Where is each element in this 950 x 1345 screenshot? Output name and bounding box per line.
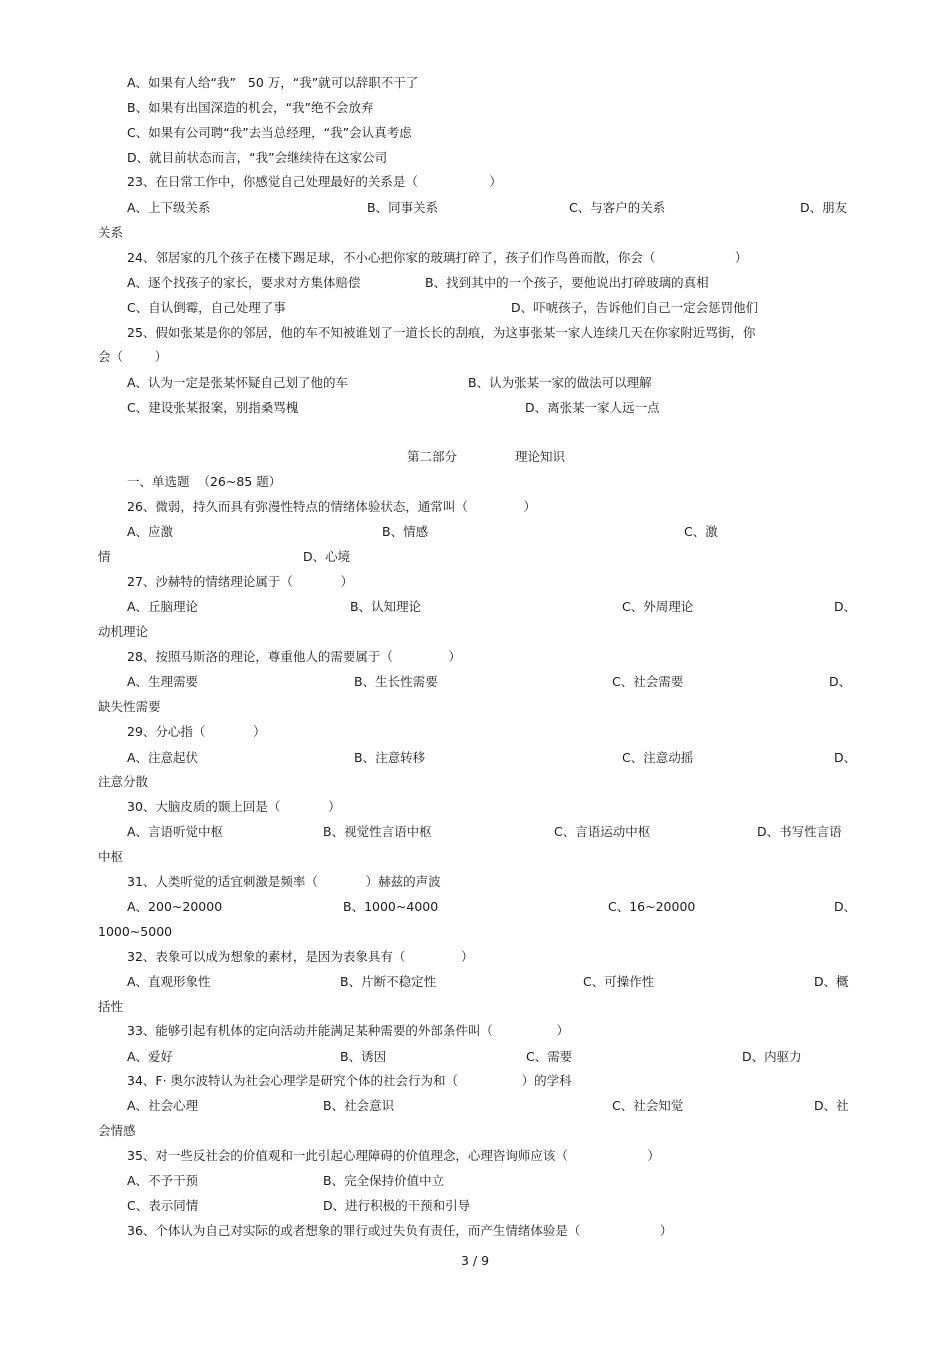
text-segment: 第二部分 <box>407 449 458 464</box>
text-segment: B、情感 <box>382 524 429 539</box>
text-line <box>0 200 950 216</box>
text-line <box>0 774 950 790</box>
text-segment: D、进行积极的干预和引导 <box>323 1198 471 1213</box>
text-segment: D、 <box>834 899 857 914</box>
text-segment: B、同事关系 <box>367 200 439 215</box>
text-line <box>0 400 950 416</box>
text-line <box>0 1148 950 1164</box>
text-line <box>0 649 950 665</box>
text-line <box>0 1123 950 1139</box>
text-segment: 关系 <box>98 225 124 240</box>
text-segment: C、可操作性 <box>583 974 655 989</box>
text-segment: 中枢 <box>98 849 124 864</box>
text-line <box>0 1023 950 1039</box>
text-line <box>0 824 950 840</box>
text-segment: B、社会意识 <box>323 1098 395 1113</box>
text-segment: 36、个体认为自己对实际的或者想象的罪行或过失负有责任，而产生情绪体验是（ ） <box>127 1223 673 1238</box>
text-segment: C、16~20000 <box>608 899 696 914</box>
text-segment: D、社 <box>814 1098 849 1113</box>
text-line <box>0 375 950 391</box>
text-line <box>0 1073 950 1089</box>
text-segment: C、激 <box>684 524 718 539</box>
text-line <box>0 574 950 590</box>
text-segment: 29、分心指（ ） <box>127 724 266 739</box>
page-number: 3 / 9 <box>460 1253 490 1268</box>
text-segment: C、言语运动中枢 <box>554 824 651 839</box>
text-segment: 28、按照马斯洛的理论，尊重他人的需要属于（ ） <box>127 649 462 664</box>
text-segment: A、应激 <box>127 524 174 539</box>
text-segment: 26、微弱，持久而具有弥漫性特点的情绪体验状态，通常叫（ ） <box>127 499 537 514</box>
text-segment: B、如果有出国深造的机会，“我”绝不会放弃 <box>127 100 374 115</box>
text-segment: 一、单选题 （26~85 题） <box>127 474 282 489</box>
text-segment: A、上下级关系 <box>127 200 211 215</box>
text-line <box>0 100 950 116</box>
text-segment: C、自认倒霉，自己处理了事 <box>127 300 286 315</box>
text-segment: B、认为张某一家的做法可以理解 <box>468 375 652 390</box>
text-line <box>0 599 950 615</box>
text-segment: B、完全保持价值中立 <box>323 1173 445 1188</box>
text-segment: C、建设张某报案，别指桑骂槐 <box>127 400 299 415</box>
text-line <box>0 275 950 291</box>
text-line <box>0 1049 950 1065</box>
text-segment: C、表示同情 <box>127 1198 199 1213</box>
text-line <box>0 999 950 1015</box>
text-line <box>0 474 950 490</box>
text-segment: A、注意起伏 <box>127 750 199 765</box>
text-segment: B、视觉性言语中枢 <box>323 824 432 839</box>
text-line <box>0 899 950 915</box>
text-line <box>0 624 950 640</box>
text-segment: D、朋友 <box>800 200 848 215</box>
text-segment: 情 <box>98 549 111 564</box>
text-line <box>0 125 950 141</box>
text-line <box>0 1098 950 1114</box>
text-segment: 30、大脑皮质的颞上回是（ ） <box>127 799 341 814</box>
text-line <box>0 949 950 965</box>
text-segment: D、概 <box>814 974 849 989</box>
text-segment: 33、能够引起有机体的定向活动并能满足某种需要的外部条件叫（ ） <box>127 1023 569 1038</box>
text-line <box>0 150 950 166</box>
text-line <box>0 724 950 740</box>
text-segment: 1000~5000 <box>98 924 173 939</box>
text-segment: 27、沙赫特的情绪理论属于（ ） <box>127 574 354 589</box>
text-segment: A、直观形象性 <box>127 974 211 989</box>
text-line <box>0 549 950 565</box>
text-segment: C、外周理论 <box>622 599 694 614</box>
text-line <box>0 849 950 865</box>
text-segment: A、不予干预 <box>127 1173 199 1188</box>
text-segment: C、社会知觉 <box>612 1098 684 1113</box>
text-line <box>0 499 950 515</box>
text-segment: 23、在日常工作中，你感觉自己处理最好的关系是（ ） <box>127 174 502 189</box>
text-segment: A、如果有人给“我” 50 万，“我”就可以辞职不干了 <box>127 75 419 90</box>
text-segment: 动机理论 <box>98 624 149 639</box>
text-segment: A、丘脑理论 <box>127 599 199 614</box>
text-segment: 34、F· 奥尔波特认为社会心理学是研究个体的社会行为和（ ）的学科 <box>127 1073 572 1088</box>
text-segment: B、片断不稳定性 <box>340 974 437 989</box>
text-line <box>0 1198 950 1214</box>
text-line <box>0 974 950 990</box>
text-segment: 理论知识 <box>515 449 566 464</box>
text-segment: C、需要 <box>526 1049 573 1064</box>
text-line <box>0 799 950 815</box>
text-line <box>0 1223 950 1239</box>
text-segment: A、爱好 <box>127 1049 174 1064</box>
text-line <box>0 325 950 341</box>
text-segment: A、社会心理 <box>127 1098 199 1113</box>
text-segment: 32、表象可以成为想象的素材，是因为表象具有（ ） <box>127 949 474 964</box>
text-line <box>0 1173 950 1189</box>
text-segment: C、与客户的关系 <box>569 200 666 215</box>
text-line <box>0 524 950 540</box>
text-segment: D、 <box>829 674 852 689</box>
text-segment: C、如果有公司聘“我”去当总经理，“我”会认真考虑 <box>127 125 412 140</box>
text-segment: C、注意动摇 <box>622 750 694 765</box>
text-segment: A、200~20000 <box>127 899 223 914</box>
text-line <box>0 75 950 91</box>
text-segment: 31、人类听觉的适宜刺激是频率（ ）赫兹的声波 <box>127 874 441 889</box>
text-segment: A、认为一定是张某怀疑自己划了他的车 <box>127 375 349 390</box>
text-segment: D、离张某一家人远一点 <box>525 400 660 415</box>
text-segment: B、找到其中的一个孩子，要他说出打碎玻璃的真相 <box>425 275 709 290</box>
text-line <box>0 674 950 690</box>
text-line <box>0 449 950 465</box>
text-line <box>0 349 950 365</box>
text-segment: A、生理需要 <box>127 674 199 689</box>
text-segment: 会情感 <box>98 1123 136 1138</box>
text-segment: C、社会需要 <box>612 674 684 689</box>
text-segment: D、内驱力 <box>742 1049 802 1064</box>
text-line <box>0 250 950 266</box>
text-line <box>0 300 950 316</box>
text-line <box>0 924 950 940</box>
text-line <box>0 874 950 890</box>
text-segment: D、吓唬孩子，告诉他们自己一定会惩罚他们 <box>511 300 759 315</box>
text-line <box>0 750 950 766</box>
text-segment: D、就目前状态而言，“我”会继续待在这家公司 <box>127 150 388 165</box>
text-line <box>0 225 950 241</box>
text-segment: B、认知理论 <box>350 599 422 614</box>
text-segment: 35、对一些反社会的价值观和一此引起心理障碍的价值理念，心理咨询师应该（ ） <box>127 1148 660 1163</box>
text-segment: 会（ ） <box>98 349 168 364</box>
text-segment: 括性 <box>98 999 124 1014</box>
text-segment: D、 <box>834 599 857 614</box>
text-line <box>0 699 950 715</box>
text-segment: B、诱因 <box>340 1049 387 1064</box>
text-segment: B、注意转移 <box>354 750 426 765</box>
text-segment: D、书写性言语 <box>757 824 842 839</box>
text-segment: A、言语听觉中枢 <box>127 824 224 839</box>
text-segment: B、生长性需要 <box>354 674 438 689</box>
text-segment: D、心境 <box>303 549 351 564</box>
text-segment: A、逐个找孩子的家长，要求对方集体赔偿 <box>127 275 361 290</box>
text-segment: 注意分散 <box>98 774 149 789</box>
text-segment: D、 <box>834 750 857 765</box>
text-segment: B、1000~4000 <box>343 899 439 914</box>
text-segment: 25、假如张某是你的邻居，他的车不知被谁划了一道长长的刮痕，为这事张某一家人连续几天在你家附近骂街，你 <box>127 325 756 340</box>
text-segment: 24、邻居家的几个孩子在楼下踢足球，不小心把你家的玻璃打碎了，孩子们作鸟兽而散，你会（ ） <box>127 250 748 265</box>
text-line <box>0 174 950 190</box>
text-segment: 缺失性需要 <box>98 699 161 714</box>
